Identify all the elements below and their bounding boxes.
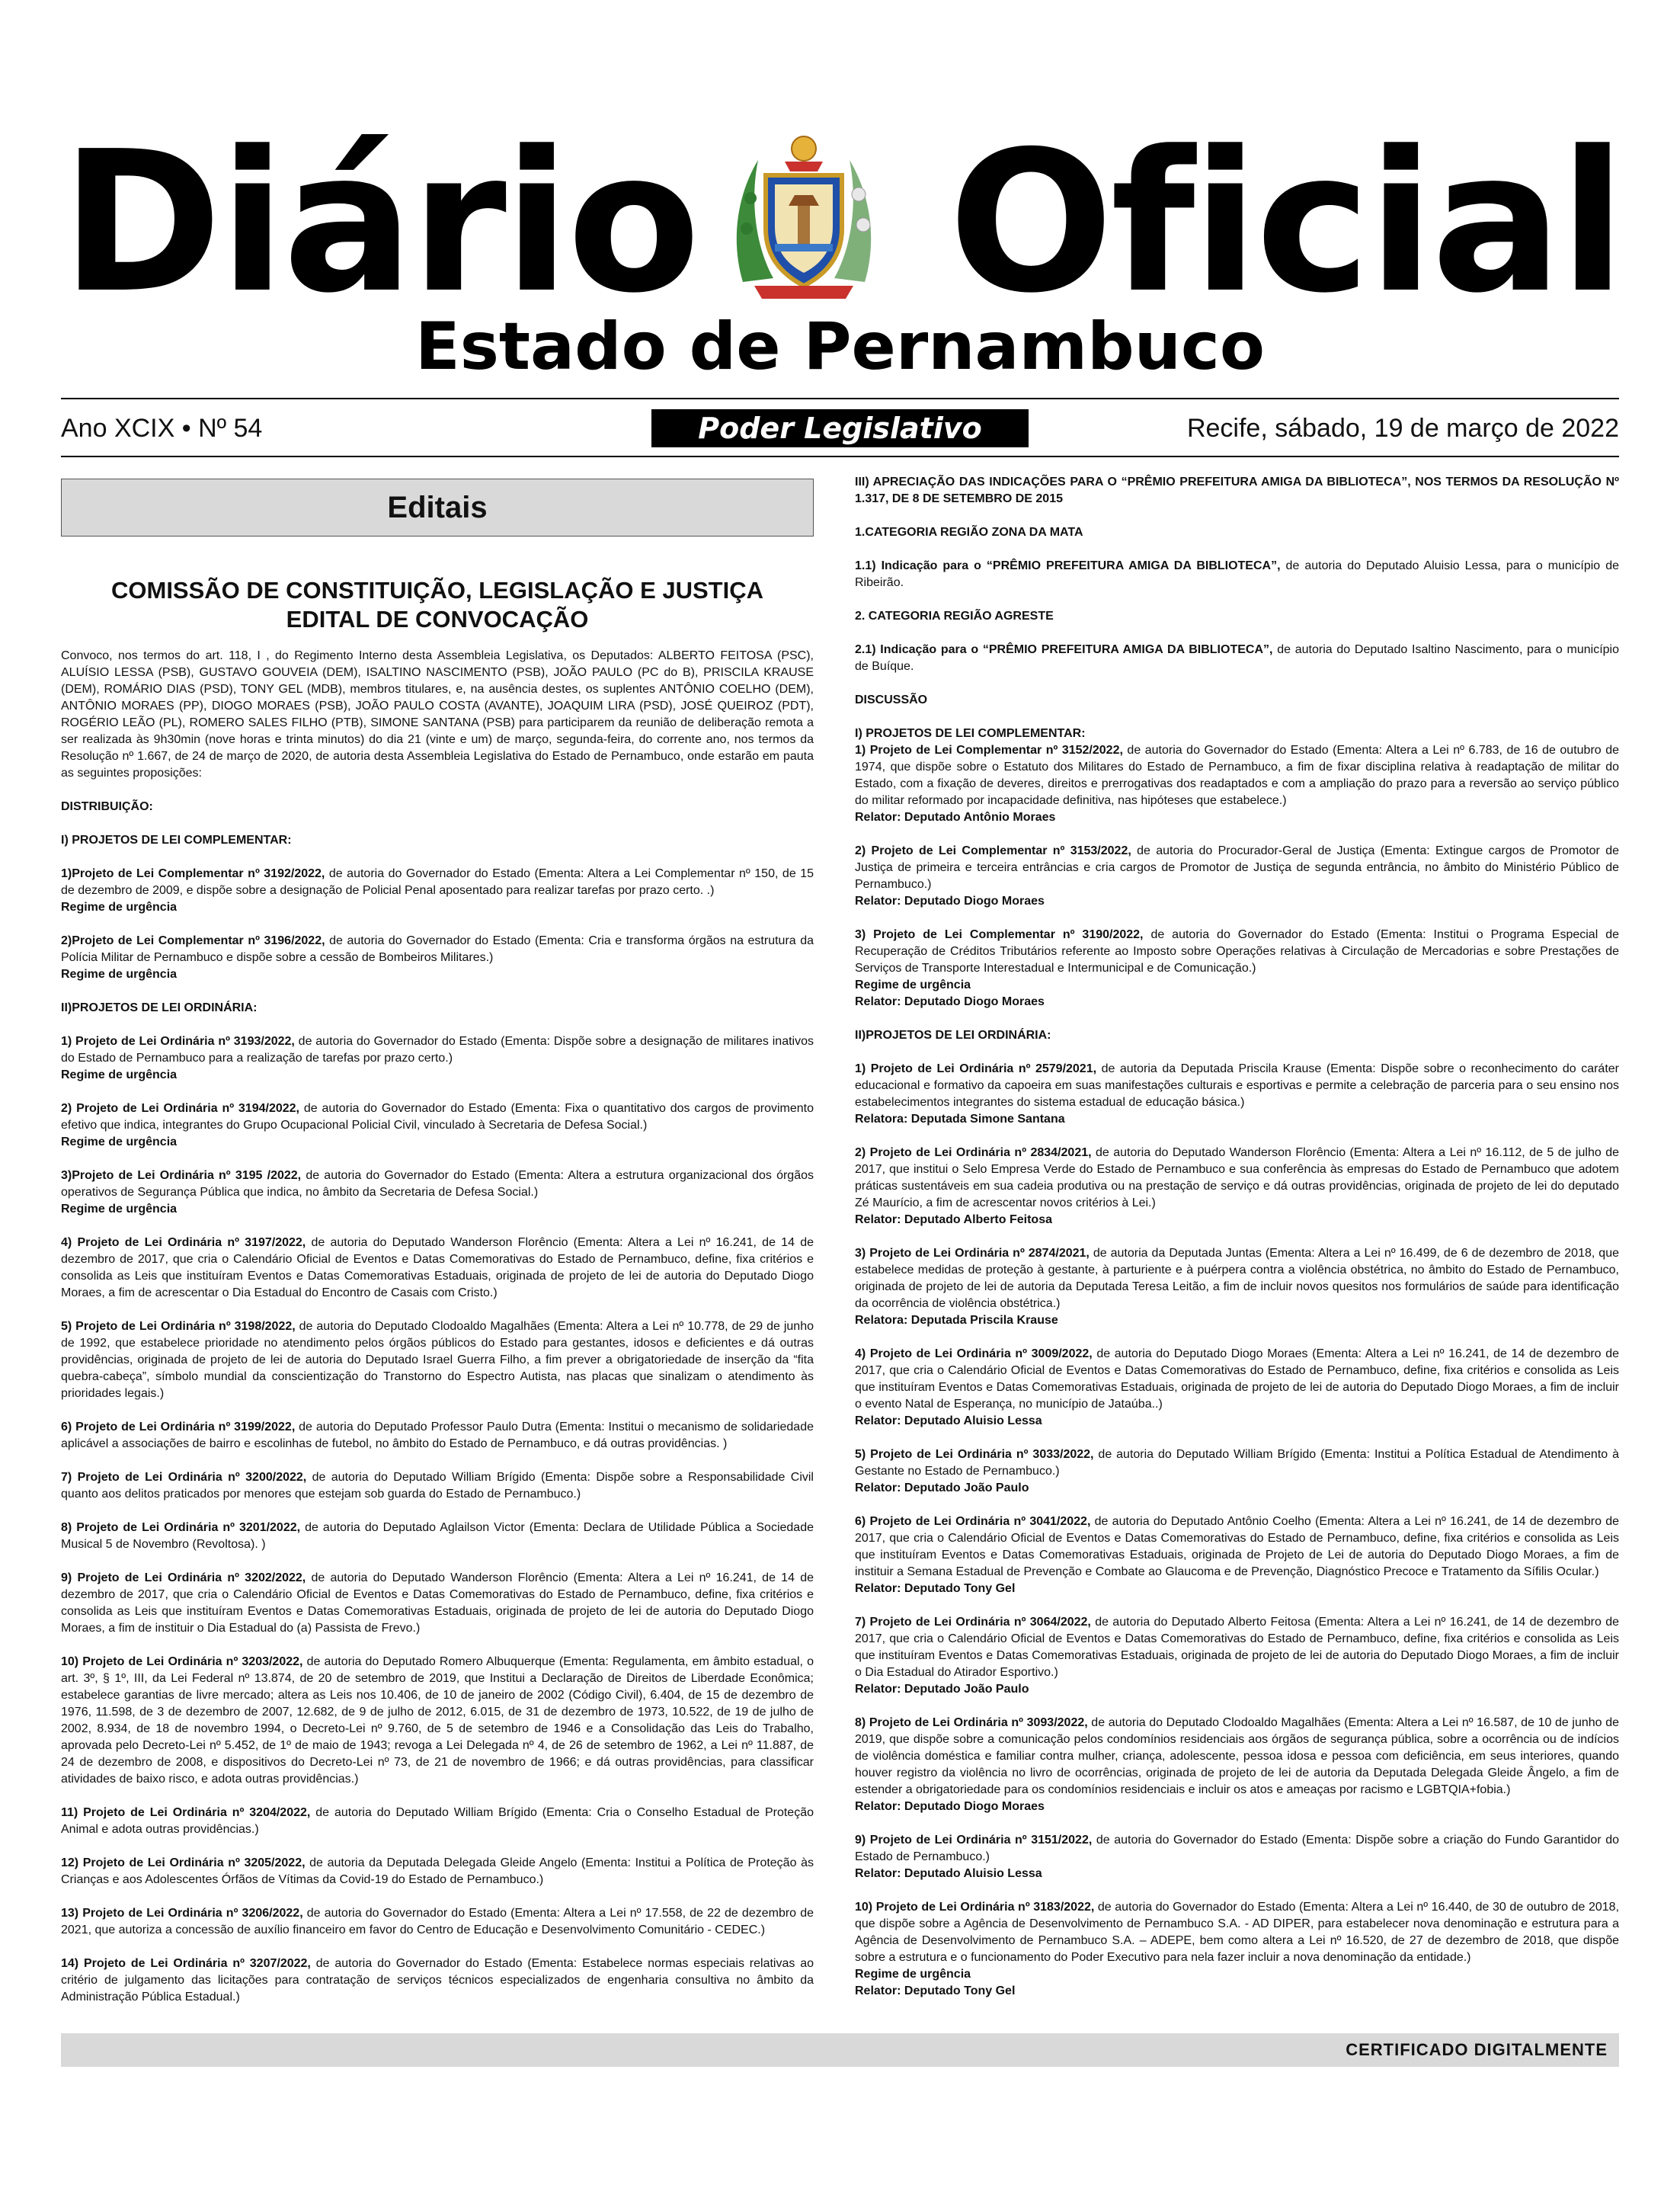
masthead-word-oficial: Oficial xyxy=(948,110,1623,336)
item-note: Regime de urgência xyxy=(855,979,971,991)
left-complementary-heading: I) PROJETOS DE LEI COMPLEMENTAR: xyxy=(61,834,292,847)
list-item xyxy=(855,1446,1619,1497)
awards-heading: III) APRECIAÇÃO DAS INDICAÇÕES PARA O “PRÊMIO PREFEITURA AMIGA DA BIBLIOTECA”, NOS TERMOS DA RESOLUÇÃO Nº 1.317, DE 8 DE SETEMBRO DE 2015 xyxy=(855,476,1619,505)
notice-heading-commission: COMISSÃO DE CONSTITUIÇÃO, LEGISLAÇÃO E JUSTIÇA xyxy=(111,577,763,604)
right-column xyxy=(855,474,1619,2016)
item-text: de autoria do Deputado William Brígido (Ementa: Dispõe sobre a Responsabilidade Civil quanto aos delitos praticados por menores que estejam sob guarda do Estado de Pernambuco.) xyxy=(61,1471,814,1501)
item-note: Relator: Deputado Aluisio Lessa xyxy=(855,1867,1042,1880)
item-text: de autoria do Deputado William Brígido (Ementa: Institui a Política Estadual de Atendimento à Gestante no Estado de Pernambuco.) xyxy=(855,1448,1619,1478)
left-column xyxy=(61,576,814,2023)
right-complementary-list xyxy=(855,742,1619,1011)
item-title: 3) Projeto de Lei Ordinária nº 2874/2021, xyxy=(855,1247,1090,1260)
item-text: de autoria da Deputada Juntas (Ementa: Altera a Lei nº 16.499, de 6 de dezembro de 2018, que estabelece medidas de proteção à gestante, à parturiente e à puérpera contra a violência obstétrica, no âmbito do Estado de Pernambuco, originada de projeto de lei de autoria da Deputada Teresa Leitão, a fim de incluir novos quesitos nos formulários de saúde para identificação da ocorrência de violência obstétrica.) xyxy=(855,1247,1620,1310)
list-item xyxy=(61,1855,814,1888)
item-text: de autoria do Governador do Estado (Ementa: Cria e transforma órgãos na estrutura da Polícia Militar de Pernambuco e dispõe sobre a cessão de Bombeiros Militares.) xyxy=(61,934,814,964)
item-text: de autoria do Deputado Isaltino Nascimento, para o município de Buíque. xyxy=(855,643,1619,673)
digital-certificate-label: CERTIFICADO DIGITALMENTE xyxy=(1346,2040,1608,2059)
item-note: Relator: Deputado João Paulo xyxy=(855,1481,1029,1494)
list-item xyxy=(855,927,1619,1011)
item-title: 8) Projeto de Lei Ordinária nº 3093/2022, xyxy=(855,1716,1088,1729)
list-item xyxy=(855,742,1619,826)
item-text: de autoria do Governador do Estado (Ementa: Altera a estrutura organizacional dos órgãos operativos de Segurança Pública que indica, no âmbito da Secretaria de Defesa Social.) xyxy=(61,1169,814,1199)
item-text: de autoria do Deputado Romero Albuquerque (Ementa: Regulamenta, em âmbito estadual, o art. 3º, § 1º, III, da Lei Federal nº 13.874, de 20 de setembro de 2019, que Institui a Declaração de Direitos de Liberdade Econômica; estabelece garantias de livre mercado; altera as Leis nos 10.406, de 10 de janeiro de 2002 (Código Civil), 6.404, de 15 de dezembro de 1976, 11.598, de 3 de dezembro de 2007, 12.682, de 9 de julho de 2012, 6.015, de 31 de dezembro de 1973, 10.522, de 19 de julho de 2002, 8.934, de 18 de novembro 1994, o Decreto-Lei nº 9.760, de 5 de setembro de 1946 e a Consolidação das Leis do Trabalho, aprovada pelo Decreto-Lei nº 5.452, de 1º de maio de 1943; revoga a Lei Delegada nº 4, de 26 de setembro de 1962, a Lei nº 11.887, de 24 de dezembro de 2008, e dispositivos do Decreto-Lei nº 73, de 21 de novembro de 1966; e dá outras providências, para classificar atividades de baixo risco, e adota outras providências.) xyxy=(61,1655,814,1786)
left-ordinary-heading: II)PROJETOS DE LEI ORDINÁRIA: xyxy=(61,1001,258,1014)
item-title: 2) Projeto de Lei Ordinária nº 3194/2022, xyxy=(61,1102,299,1115)
masthead-rule-bottom xyxy=(61,456,1619,457)
item-title: 7) Projeto de Lei Ordinária nº 3064/2022, xyxy=(855,1616,1091,1629)
item-note: Relatora: Deputada Simone Santana xyxy=(855,1113,1065,1126)
item-title: 1) Projeto de Lei Ordinária nº 2579/2021, xyxy=(855,1062,1097,1075)
item-title: 7) Projeto de Lei Ordinária nº 3200/2022, xyxy=(61,1471,307,1484)
list-item xyxy=(61,866,814,916)
notice-heading-edital: EDITAL DE CONVOCAÇÃO xyxy=(286,606,589,633)
item-note: Relator: Deputado Diogo Moraes xyxy=(855,1800,1045,1813)
item-text: de autoria do Governador do Estado (Ementa: Institui o Programa Especial de Recuperação de Créditos Tributários referente ao Imposto sobre Operações relativas à Circulação de Mercadorias e sobre Prestações de Serviços de Transporte Interestadual e Intermunicipal e de Comunicação.) xyxy=(855,928,1619,975)
item-note: Relator: Deputado João Paulo xyxy=(855,1683,1029,1696)
list-item xyxy=(61,1570,814,1637)
item-title: 1)Projeto de Lei Complementar nº 3192/2022, xyxy=(61,867,325,880)
left-ordinary-list xyxy=(61,1033,814,2006)
footer-bar xyxy=(61,2033,1619,2067)
item-title: 2) Projeto de Lei Complementar nº 3153/2022, xyxy=(855,844,1131,857)
list-item xyxy=(855,843,1619,910)
list-item xyxy=(61,1469,814,1503)
item-title: 3) Projeto de Lei Complementar nº 3190/2022, xyxy=(855,928,1144,941)
item-text: de autoria do Governador do Estado (Ementa: Fixa o quantitativo dos cargos de provimento efetivo que indica, integrantes do Grupo Ocupacional Policial Civil, vinculado à Secretaria de Defesa Social.) xyxy=(61,1102,814,1132)
list-item xyxy=(61,1033,814,1084)
coat-of-arms-icon xyxy=(728,130,880,305)
item-note: Regime de urgência xyxy=(61,1068,178,1081)
item-title: 14) Projeto de Lei Ordinária nº 3207/2022, xyxy=(61,1957,311,1970)
item-text: de autoria do Deputado Professor Paulo Dutra (Ementa: Institui o mecanismo de solidariedade aplicável a associações de bairro e escolinhas de futebol, no âmbito do Estado de Pernambuco, e dá outras providências. ) xyxy=(61,1421,814,1450)
item-title: 10) Projeto de Lei Ordinária nº 3203/2022, xyxy=(61,1655,303,1668)
item-note: Relator: Deputado Tony Gel xyxy=(855,1984,1016,1997)
item-text: de autoria do Deputado Clodoaldo Magalhães (Ementa: Altera a Lei nº 16.587, de 10 de junho de 2019, que dispõe sobre a comunicação pelos condomínios residenciais aos órgãos de segurança pública, sobre a ocorrência ou de indícios de violência doméstica e familiar contra mulher, criança, adolescente, pessoa idosa e pessoa com deficiência, em seus interiores, quando houver registro da violência no livro de ocorrências, originada de projeto de lei de autoria da Deputada Delegada Gleide Ângelo, a fim de estender a obrigatoriedade para os condomínios residenciais e incluir os atos e ameaças por racismo e LGBTQIA+fobia.) xyxy=(855,1716,1619,1796)
left-complementary-list xyxy=(61,866,814,983)
branch-banner: Poder Legislativo xyxy=(651,409,1029,447)
discussion-heading: DISCUSSÃO xyxy=(855,693,928,706)
item-note: Relator: Deputado Diogo Moraes xyxy=(855,995,1045,1008)
list-item xyxy=(61,1235,814,1302)
distribution-heading: DISTRIBUIÇÃO: xyxy=(61,800,153,813)
item-text: de autoria do Governador do Estado (Ementa: Altera a Lei nº 16.440, de 30 de outubro de 2018, que dispõe sobre a Agência de Desenvolvimento de Pernambuco S.A. - AD DIPER, para estabelecer nova denominação e estrutura para a Agência de Desenvolvimento de Pernambuco S.A. – ADEPE, bem como altera a Lei nº 16.520, de 27 de dezembro de 2018, que dispõe sobre a estrutura e o funcionamento do Poder Executivo para nela fazer incluir a nova denominação da entidade.) xyxy=(855,1901,1620,1964)
item-text: de autoria do Governador do Estado (Ementa: Dispõe sobre a criação do Fundo Garantidor do Estado de Pernambuco.) xyxy=(855,1834,1619,1863)
item-text: de autoria do Deputado Clodoaldo Magalhães (Ementa: Altera a Lei nº 10.778, de 29 de junho de 1992, que estabelece prioridade no atendimento pelos órgãos públicos do Estado para gestantes, idosos e deficientes e dá outras providências, originada de projeto de lei de autoria do Deputado Israel Guerra Filho, a fim prever a obrigatoriedade de inserção da “fita quebra-cabeça”, símbolo mundial da conscientização do Transtorno do Espectro Autista, nas placas que sinalizam o atendimento às prioridades legais.) xyxy=(61,1320,814,1400)
item-note: Relator: Deputado Antônio Moraes xyxy=(855,811,1056,824)
section-title-box: Editais xyxy=(61,479,814,537)
item-title: 1.1) Indicação para o “PRÊMIO PREFEITURA AMIGA DA BIBLIOTECA”, xyxy=(855,559,1281,572)
item-note: Regime de urgência xyxy=(61,901,178,914)
list-item xyxy=(855,1832,1619,1882)
item-title: 13) Projeto de Lei Ordinária nº 3206/2022, xyxy=(61,1907,303,1920)
right-ordinary-heading: II)PROJETOS DE LEI ORDINÁRIA: xyxy=(855,1029,1051,1042)
item-text: de autoria da Deputada Delegada Gleide Angelo (Ementa: Institui a Política de Proteção às Crianças e aos Adolescentes Órfãos de Vítimas da Covid-19 do Estado de Pernambuco.) xyxy=(61,1856,814,1886)
item-title: 6) Projeto de Lei Ordinária nº 3199/2022, xyxy=(61,1421,296,1433)
item-note: Regime de urgência xyxy=(61,1136,178,1148)
list-item xyxy=(61,1168,814,1218)
item-text: de autoria do Deputado Wanderson Florêncio (Ementa: Altera a Lei nº 16.112, de 5 de julho de 2017, que institui o Selo Empresa Verde do Estado de Pernambuco e sua conferência às empresas do Estado de Pernambuco que adotem práticas sustentáveis em sua cadeia produtiva ou na prestação de serviço e dá outras providências, originada de projeto de lei do deputado Zé Maurício, a fim de acrescentar novos critérios à Lei.) xyxy=(855,1146,1619,1209)
list-item xyxy=(61,933,814,983)
item-title: 9) Projeto de Lei Ordinária nº 3202/2022, xyxy=(61,1571,306,1584)
item-text: de autoria do Deputado Aglailson Victor (Ementa: Declara de Utilidade Pública a Sociedade Musical 5 de Novembro (Revoltosa). ) xyxy=(61,1521,814,1551)
list-item xyxy=(855,1715,1619,1815)
list-item xyxy=(61,1654,814,1788)
list-item xyxy=(855,1514,1619,1597)
item-title: 6) Projeto de Lei Ordinária nº 3041/2022, xyxy=(855,1515,1091,1528)
masthead-rule-top xyxy=(61,398,1619,399)
list-item xyxy=(61,1318,814,1402)
list-item xyxy=(855,558,1619,591)
item-title: 2) Projeto de Lei Ordinária nº 2834/2021, xyxy=(855,1146,1092,1159)
list-item xyxy=(855,1145,1619,1228)
item-title: 2.1) Indicação para o “PRÊMIO PREFEITURA AMIGA DA BIBLIOTECA”, xyxy=(855,643,1273,656)
right-ordinary-list xyxy=(855,1061,1619,2000)
list-item xyxy=(61,1419,814,1453)
item-text: de autoria do Deputado Wanderson Florêncio (Ementa: Altera a Lei nº 16.241, de 14 de dezembro de 2017, que cria o Calendário Oficial de Eventos e Datas Comemorativas do Estado de Pernambuco, define, fixa critérios e consolida as Leis que instituíram Eventos e Datas Comemorativas Estaduais, originada de projeto de lei de autoria do Deputado Diogo Moraes, a fim de acrescentar o Dia Estadual do Encontro de Casais com Cristo.) xyxy=(61,1236,814,1299)
item-note: Relator: Deputado Tony Gel xyxy=(855,1582,1016,1595)
item-text: de autoria do Deputado Alberto Feitosa (Ementa: Altera a Lei nº 16.241, de 14 de dezembro de 2017, que cria o Calendário Oficial de Eventos e Datas Comemorativas do Estado de Pernambuco, define, fixa critérios e consolida as Leis que instituíram Eventos e Datas Comemorativas Estaduais, originada de projeto de lei de autoria do Deputado Diogo Moraes, a fim de incluir o Dia Estadual do Atirador Esportivo.) xyxy=(855,1616,1620,1679)
item-text: de autoria do Governador do Estado (Ementa: Altera a Lei nº 17.558, de 22 de dezembro de 2021, que autoriza a concessão de auxílio financeiro em favor do Centro de Educação e Desenvolvimento Comunitário - CEDEC.) xyxy=(61,1907,814,1936)
list-item xyxy=(61,1520,814,1553)
item-text: de autoria do Deputado Diogo Moraes (Ementa: Altera a Lei nº 16.241, de 14 de dezembro de 2017, que cria o Calendário Oficial de Eventos e Datas Comemorativas do Estado de Pernambuco, define, fixa critérios e consolida as Leis que instituíram Eventos e Datas Comemorativas Estaduais, originada de projeto de lei de autoria do Deputado Diogo Moraes, a fim de incluir o evento Natal de Esperança, no município de Jataúba..) xyxy=(855,1347,1620,1411)
masthead-subtitle: Estado de Pernambuco xyxy=(415,309,1265,385)
list-item xyxy=(855,1899,1619,2000)
item-title: 8) Projeto de Lei Ordinária nº 3201/2022, xyxy=(61,1521,301,1534)
item-title: 2)Projeto de Lei Complementar nº 3196/2022, xyxy=(61,934,325,947)
item-text: de autoria do Governador do Estado (Ementa: Altera a Lei Complementar nº 150, de 15 de dezembro de 2009, e dispõe sobre a designação de Policial Penal aposentado para realizar tarefas por prazo certo. .) xyxy=(61,867,814,897)
item-text: de autoria do Deputado Aluisio Lessa, para o município de Ribeirão. xyxy=(855,559,1619,589)
item-text: de autoria do Procurador-Geral de Justiça (Ementa: Extingue cargos de Promotor de Justiça de primeira e terceira entrâncias e cria cargos de Promotor de Justiça de segunda entrância, no âmbito do Ministério Público de Pernambuco.) xyxy=(855,844,1619,891)
item-text: de autoria do Governador do Estado (Ementa: Altera a Lei nº 6.783, de 16 de outubro de 1974, que dispõe sobre o Estatuto dos Militares do Estado de Pernambuco, a fim de fixar disciplina relativa à readaptação de militar do Estado, com a fixação de deveres, direitos e prerrogativas dos readaptados e com a ampliação do prazo para a reversão ao serviço público do militar reformado por incapacidade definitiva, nas hipóteses que estabelece.) xyxy=(855,744,1619,807)
right-complementary-heading: I) PROJETOS DE LEI COMPLEMENTAR: xyxy=(855,727,1086,740)
category-zona-da-mata: 1.CATEGORIA REGIÃO ZONA DA MATA xyxy=(855,526,1083,539)
list-item xyxy=(855,642,1619,675)
item-note: Relatora: Deputada Priscila Krause xyxy=(855,1314,1058,1327)
list-item xyxy=(61,1805,814,1838)
item-title: 3)Projeto de Lei Ordinária nº 3195 /2022, xyxy=(61,1169,302,1182)
list-item xyxy=(61,1905,814,1939)
item-title: 12) Projeto de Lei Ordinária nº 3205/2022, xyxy=(61,1856,306,1869)
item-title: 4) Projeto de Lei Ordinária nº 3009/2022, xyxy=(855,1347,1093,1360)
notice-intro: Convoco, nos termos do art. 118, I , do Regimento Interno desta Assembleia Legislativa, os Deputados: ALBERTO FEITOSA (PSC), ALUÍSIO LESSA (PSB), GUSTAVO GOUVEIA (DEM), ISALTINO NASCIMENTO (PSB), JOÃO PAULO (PC do B), PRISCILA KRAUSE (DEM), ROMÁRIO DIAS (PSD), TONY GEL (MDB), membros titulares, e, na ausência destes, os suplentes ANTÔNIO COELHO (DEM), ANTÔNIO MORAES (PP), DIOGO MORAES (PSB), JOÃO PAULO COSTA (AVANTE), JOAQUIM LIRA (PSD), JOSÉ QUEIROZ (PDT), ROGÉRIO LEÃO (PL), ROMERO SALES FILHO (PTB), SIMONE SANTANA (PSB) para participarem da reunião de deliberação remota a ser realizada às 9h30min (nove horas e trinta minutos) do dia 21 (vinte e um) de março, segunda-feira, do corrente ano, nos termos da Resolução nº 1.667, de 24 de março de 2020, de autoria desta Assembleia Legislativa do Estado de Pernambuco, onde estarão em pauta as seguintes proposições: xyxy=(61,649,814,780)
list-item xyxy=(61,1956,814,2006)
item-title: 1) Projeto de Lei Complementar nº 3152/2022, xyxy=(855,744,1123,757)
item-text: de autoria do Deputado William Brígido (Ementa: Cria o Conselho Estadual de Proteção Animal e adota outras providências.) xyxy=(61,1806,814,1836)
masthead-word-diario: Diário xyxy=(61,110,698,336)
list-item xyxy=(855,1245,1619,1329)
item-title: 5) Projeto de Lei Ordinária nº 3033/2022, xyxy=(855,1448,1094,1461)
item-note: Regime de urgência xyxy=(61,968,178,981)
list-item xyxy=(61,1100,814,1151)
item-text: de autoria do Governador do Estado (Ementa: Dispõe sobre a designação de militares inativos do Estado de Pernambuco para a realização de tarefas por prazo certo.) xyxy=(61,1035,814,1065)
item-text: de autoria do Deputado Antônio Coelho (Ementa: Altera a Lei nº 16.241, de 14 de dezembro de 2017, que cria o Calendário Oficial de Eventos e Datas Comemorativas do Estado de Pernambuco, define, fixa critérios e consolida as Leis que instituíram Eventos e Datas Comemorativas Estaduais, originada de Projeto de Lei de autoria do Deputado Diogo Moraes, a fim de instituir a Semana Estadual de Prevenção e Combate ao Glaucoma e de Prevenção, Diagnóstico Precoce e Tratamento da Sífilis Ocular.) xyxy=(855,1515,1619,1578)
list-item xyxy=(855,1346,1619,1430)
item-text: de autoria da Deputada Priscila Krause (Ementa: Dispõe sobre o reconhecimento do caráter educacional e formativo da capoeira em suas manifestações culturais e esportivas e permite a celebração de parceria para o seu ensino nos estabelecimentos integrantes do sistema estadual de educação básica.) xyxy=(855,1062,1620,1109)
notice-heading xyxy=(61,576,814,634)
item-note: Relator: Deputado Aluisio Lessa xyxy=(855,1414,1042,1427)
item-text: de autoria do Deputado Wanderson Florêncio (Ementa: Altera a Lei nº 16.241, de 14 de dezembro de 2017, que cria o Calendário Oficial de Eventos e Datas Comemorativas do Estado de Pernambuco, define, fixa critérios e consolida as Leis que instituíram Eventos e Datas Comemorativas Estaduais, originada de projeto de lei de autoria do Deputado Diogo Moraes, a fim de instituir o Dia Estadual do (a) Passista de Frevo.) xyxy=(61,1571,814,1635)
item-text: de autoria do Governador do Estado (Ementa: Estabelece normas especiais relativas ao critério de julgamento das licitações para contratação de serviços técnicos especializados de engenharia consultiva no âmbito da Administração Pública Estadual.) xyxy=(61,1957,814,2004)
list-item xyxy=(855,1614,1619,1698)
item-note: Regime de urgência xyxy=(855,1968,971,1981)
dateline: Recife, sábado, 19 de março de 2022 xyxy=(1186,414,1619,443)
category-agreste: 2. CATEGORIA REGIÃO AGRESTE xyxy=(855,610,1054,623)
item-note: Relator: Deputado Alberto Feitosa xyxy=(855,1213,1052,1226)
item-title: 5) Projeto de Lei Ordinária nº 3198/2022, xyxy=(61,1320,296,1333)
item-title: 11) Projeto de Lei Ordinária nº 3204/2022, xyxy=(61,1806,311,1819)
item-title: 9) Projeto de Lei Ordinária nº 3151/2022, xyxy=(855,1834,1093,1847)
item-title: 10) Projeto de Lei Ordinária nº 3183/2022, xyxy=(855,1901,1095,1914)
issue-number: Ano XCIX • Nº 54 xyxy=(61,414,263,443)
item-note: Regime de urgência xyxy=(61,1203,178,1216)
list-item xyxy=(855,1061,1619,1128)
item-note: Relator: Deputado Diogo Moraes xyxy=(855,895,1045,908)
item-title: 1) Projeto de Lei Ordinária nº 3193/2022, xyxy=(61,1035,295,1048)
item-title: 4) Projeto de Lei Ordinária nº 3197/2022, xyxy=(61,1236,306,1249)
